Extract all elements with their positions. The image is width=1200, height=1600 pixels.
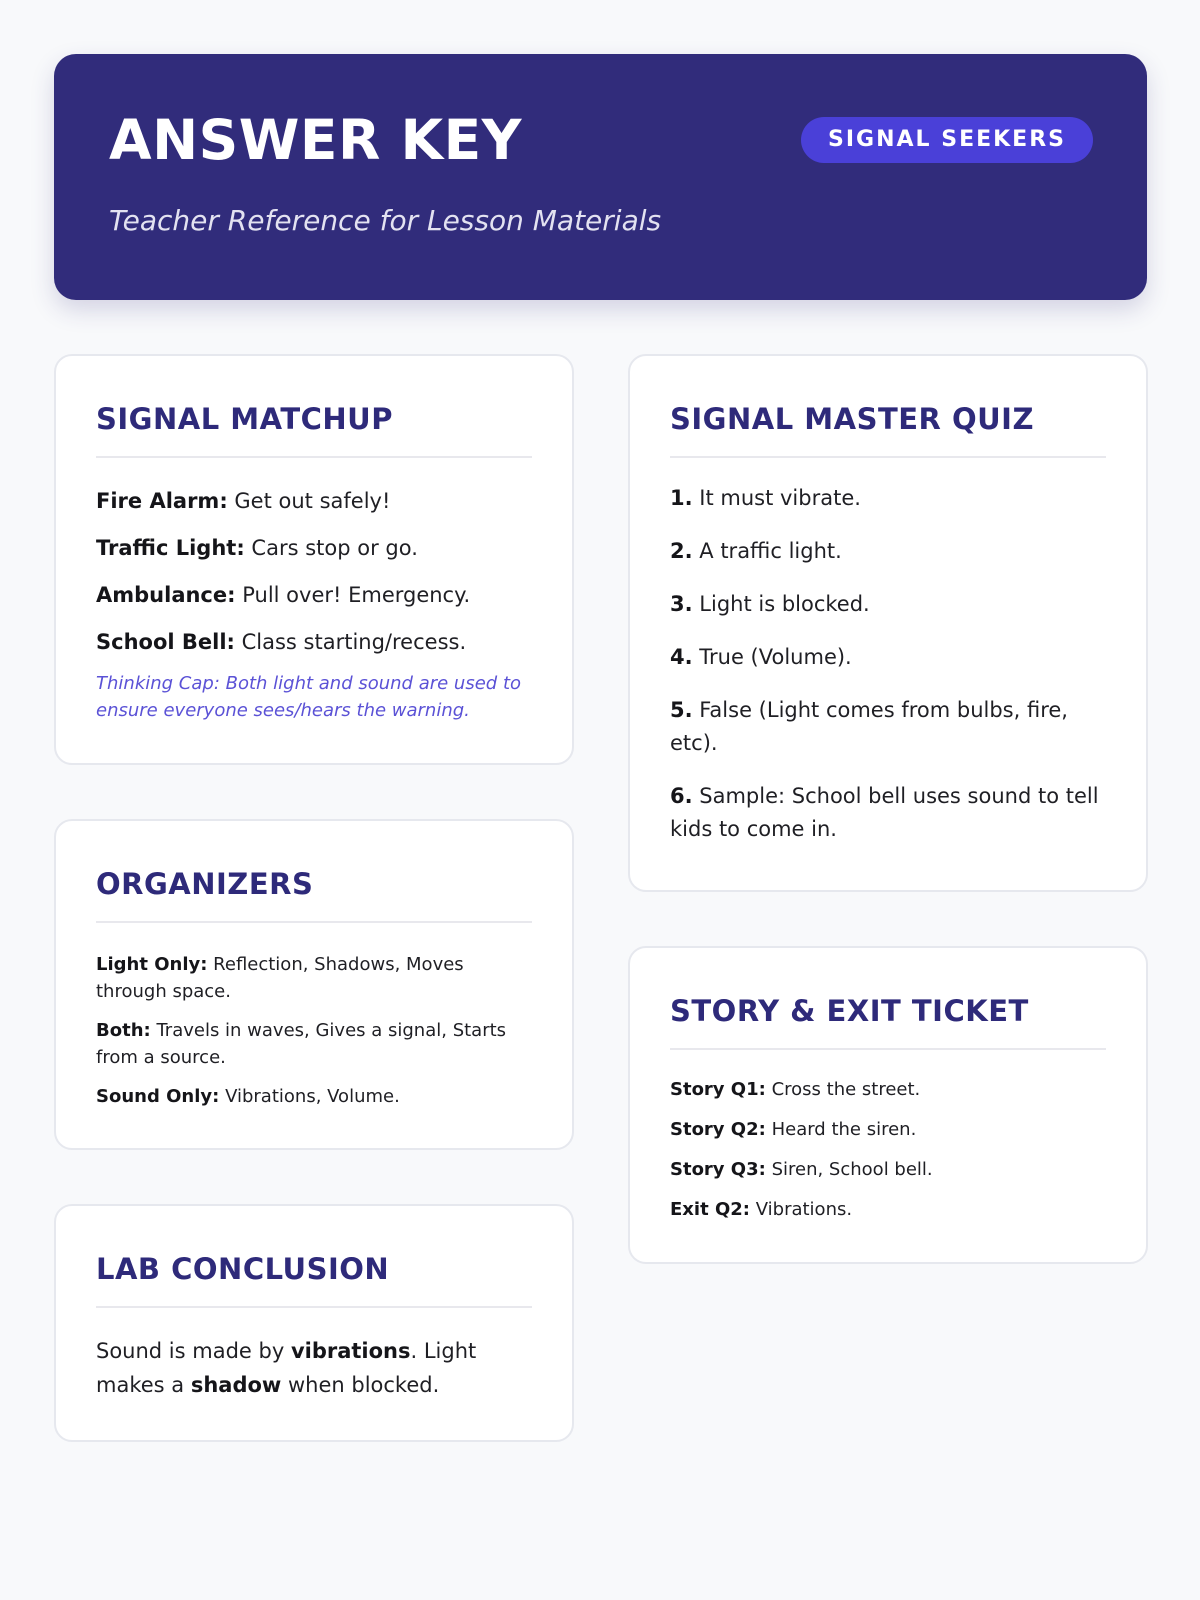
organizers-title: ORGANIZERS [96,821,532,923]
signal-seekers-badge: SIGNAL SEEKERS [801,117,1093,163]
page-title: ANSWER KEY [109,108,522,172]
item-text: Cross the street. [771,1079,921,1100]
item-text: Light is blocked. [699,592,870,616]
lab-conclusion-text [96,1334,532,1402]
list-item [670,780,1106,846]
item-number: 2. [670,539,693,563]
list-item [96,572,532,619]
item-label: Fire Alarm: [96,489,228,513]
thinking-cap-note: Thinking Cap: Both light and sound are used to ensure everyone sees/hears the warning. [96,673,522,721]
item-text: Vibrations. [755,1199,853,1220]
item-number: 5. [670,698,693,722]
item-label: Both: [96,1020,151,1041]
list-item [670,1196,1106,1223]
signal-matchup-list [96,458,532,724]
item-text: It must vibrate. [699,486,861,510]
item-label: Story Q2: [670,1119,766,1140]
organizers-list [96,923,532,1110]
lab-keyword: vibrations [290,1339,411,1363]
lab-text-part: when blocked. [281,1373,440,1397]
item-label: Sound Only: [96,1086,220,1107]
answer-key-header [54,54,1147,300]
organizers-card [54,819,574,1150]
story-exit-ticket-title: STORY & EXIT TICKET [670,948,1106,1050]
item-text: Vibrations, Volume. [225,1086,400,1107]
signal-master-quiz-title: SIGNAL MASTER QUIZ [670,356,1106,458]
lab-text-part: Sound is made by [96,1339,291,1363]
item-text: Sample: School bell uses sound to tell kids to come in. [670,784,1099,841]
list-item [670,641,1106,674]
item-label: Traffic Light: [96,536,245,560]
list-item [96,619,532,666]
list-item [670,535,1106,568]
item-number: 3. [670,592,693,616]
lab-conclusion-title: LAB CONCLUSION [96,1206,532,1308]
page-subtitle: Teacher Reference for Lesson Materials [109,204,662,237]
quiz-answer-list [670,458,1106,846]
item-text: True (Volume). [699,645,852,669]
item-label: Ambulance: [96,583,236,607]
item-text: Siren, School bell. [771,1159,933,1180]
list-item [670,1116,1106,1143]
item-label: Light Only: [96,954,208,975]
list-item [96,478,532,525]
signal-matchup-card [54,354,574,765]
list-item [96,1083,532,1110]
item-number: 4. [670,645,693,669]
lab-conclusion-body [96,1308,532,1402]
list-item [670,482,1106,515]
item-text: Pull over! Emergency. [242,583,471,607]
list-item [670,588,1106,621]
signal-master-quiz-card [628,354,1148,892]
item-text: A traffic light. [699,539,842,563]
story-answer-list [670,1050,1106,1223]
list-item [670,694,1106,760]
signal-matchup-title: SIGNAL MATCHUP [96,356,532,458]
story-exit-ticket-card [628,946,1148,1264]
item-number: 1. [670,486,693,510]
item-text: Reflection, Shadows, Moves through space. [96,954,464,1002]
lab-conclusion-card [54,1204,574,1442]
list-item [96,951,532,1005]
item-text: Cars stop or go. [251,536,418,560]
item-label: Exit Q2: [670,1199,750,1220]
list-item [96,525,532,572]
list-item [670,1156,1106,1183]
lab-text-part: . Light makes a [96,1339,477,1397]
item-label: Story Q3: [670,1159,766,1180]
item-number: 6. [670,784,693,808]
item-text: False (Light comes from bulbs, fire, etc). [670,698,1068,755]
item-text: Class starting/recess. [241,630,467,654]
item-label: Story Q1: [670,1079,766,1100]
list-item [96,1017,532,1071]
list-item [670,1076,1106,1103]
lab-keyword: shadow [190,1373,282,1397]
item-text: Heard the siren. [771,1119,917,1140]
item-text: Travels in waves, Gives a signal, Starts from a source. [96,1020,507,1068]
item-label: School Bell: [96,630,235,654]
item-text: Get out safely! [234,489,391,513]
